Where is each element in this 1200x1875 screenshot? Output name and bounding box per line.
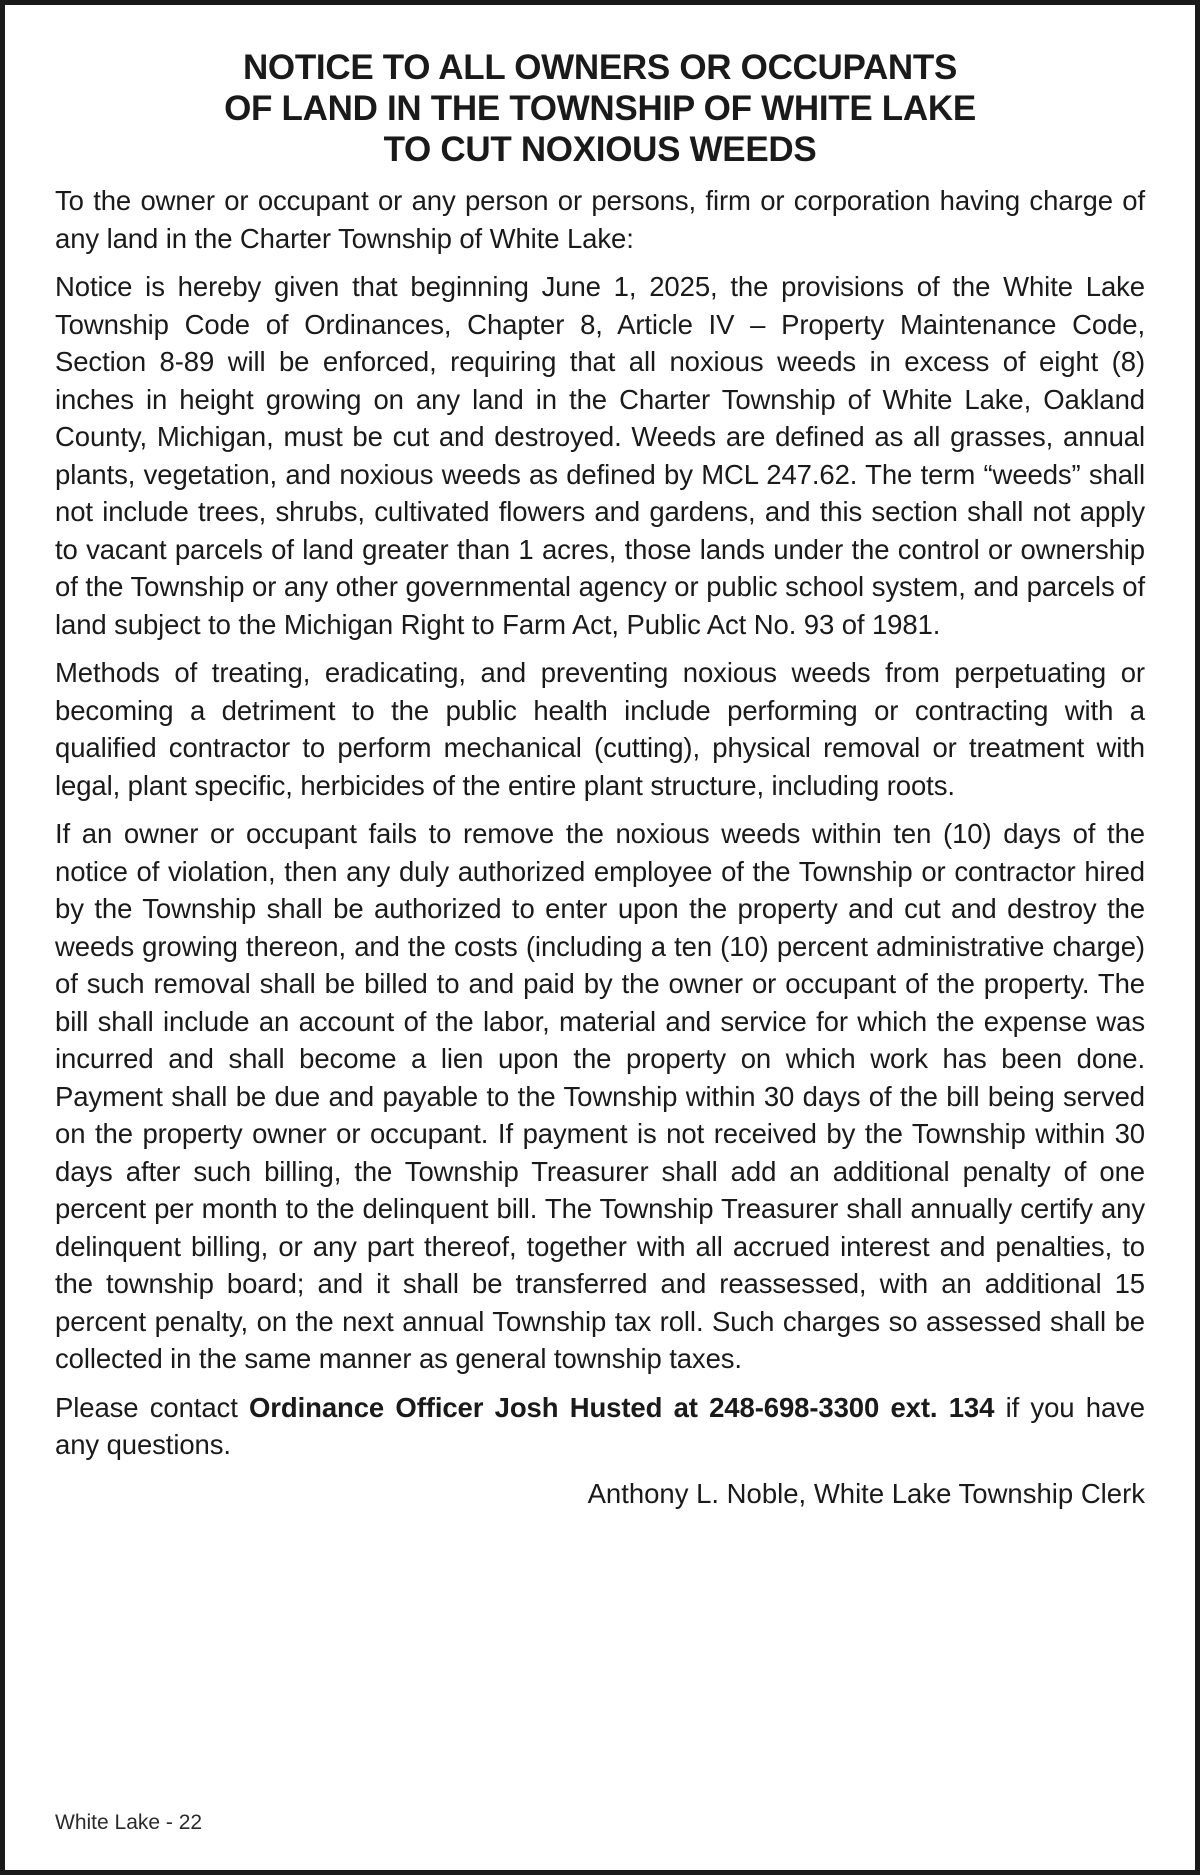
signature: Anthony L. Noble, White Lake Township Clerk <box>587 1477 1145 1509</box>
title-line: NOTICE TO ALL OWNERS OR OCCUPANTS <box>242 48 958 87</box>
enforcement-paragraph: Notice is hereby given that beginning June 1, 2025, the provisions of the White Lake Township Code of Ordinances, Chapter 8, Article IV – Property Maintenance Code, Section 8-89 will be enforced, requiring that all noxious weeds in excess of eight (8) inches in height growing on any land in the Charter Township of White Lake, Oakland County, Michigan, must be cut and destroyed. Weeds are defined as all grasses, annual plants, vegetation, and noxious weeds as defined by MCL 247.62. The term “weeds” shall not include trees, shrubs, cultivated flowers and gardens, and this section shall not apply to vacant parcels of land greater than 1 acres, those lands under the control or ownership of the Township or any other governmental agency or public school system, and parcels of land subject to the Michigan Right to Farm Act, Public Act No. 93 of 1981. <box>55 271 1145 640</box>
notice-title <box>55 47 1145 170</box>
contact-prefix: Please contact <box>55 1391 250 1423</box>
penalty-paragraph: If an owner or occupant fails to remove the noxious weeds within ten (10) days of the notice of violation, then any duly authorized employee of the Township or contractor hired by the Township shall be authorized to enter upon the property and cut and destroy the weeds growing thereon, and the costs (including a ten (10) percent administrative charge) of such removal shall be billed to and paid by the owner or occupant of the property. The bill shall include an account of the labor, material and service for which the expense was incurred and shall become a lien upon the property on which work has been done. Payment shall be due and payable to the Township within 30 days of the bill being served on the property owner or occupant. If payment is not received by the Township within 30 days after such billing, the Township Treasurer shall add an additional penalty of one percent per month to the delinquent bill. The Township Treasurer shall annually certify any delinquent billing, or any part thereof, together with all accrued interest and penalties, to the township board; and it shall be transferred and reassessed, with an additional 15 percent penalty, on the next annual Township tax roll. Such charges so assessed shall be collected in the same manner as general township taxes. <box>55 818 1145 1374</box>
salutation-paragraph: To the owner or occupant or any person or persons, firm or corporation having charge of any land in the Charter Township of White Lake: <box>55 185 1145 254</box>
methods-paragraph: Methods of treating, eradicating, and preventing noxious weeds from perpetuating or becoming a detriment to the public health include performing or contracting with a qualified contractor to perform mechanical (cutting), physical removal or treatment with legal, plant specific, herbicides of the entire plant structure, including roots. <box>55 657 1145 801</box>
title-line: TO CUT NOXIOUS WEEDS <box>383 130 817 169</box>
title-line: OF LAND IN THE TOWNSHIP OF WHITE LAKE <box>224 89 976 128</box>
contact-officer: Ordinance Officer Josh Husted at 248-698-3300 ext. 134 <box>249 1391 995 1423</box>
contact-paragraph <box>55 1389 1145 1464</box>
footer-code: White Lake - 22 <box>55 1811 203 1834</box>
contact-suffix: if you have any questions. <box>55 1391 1145 1460</box>
